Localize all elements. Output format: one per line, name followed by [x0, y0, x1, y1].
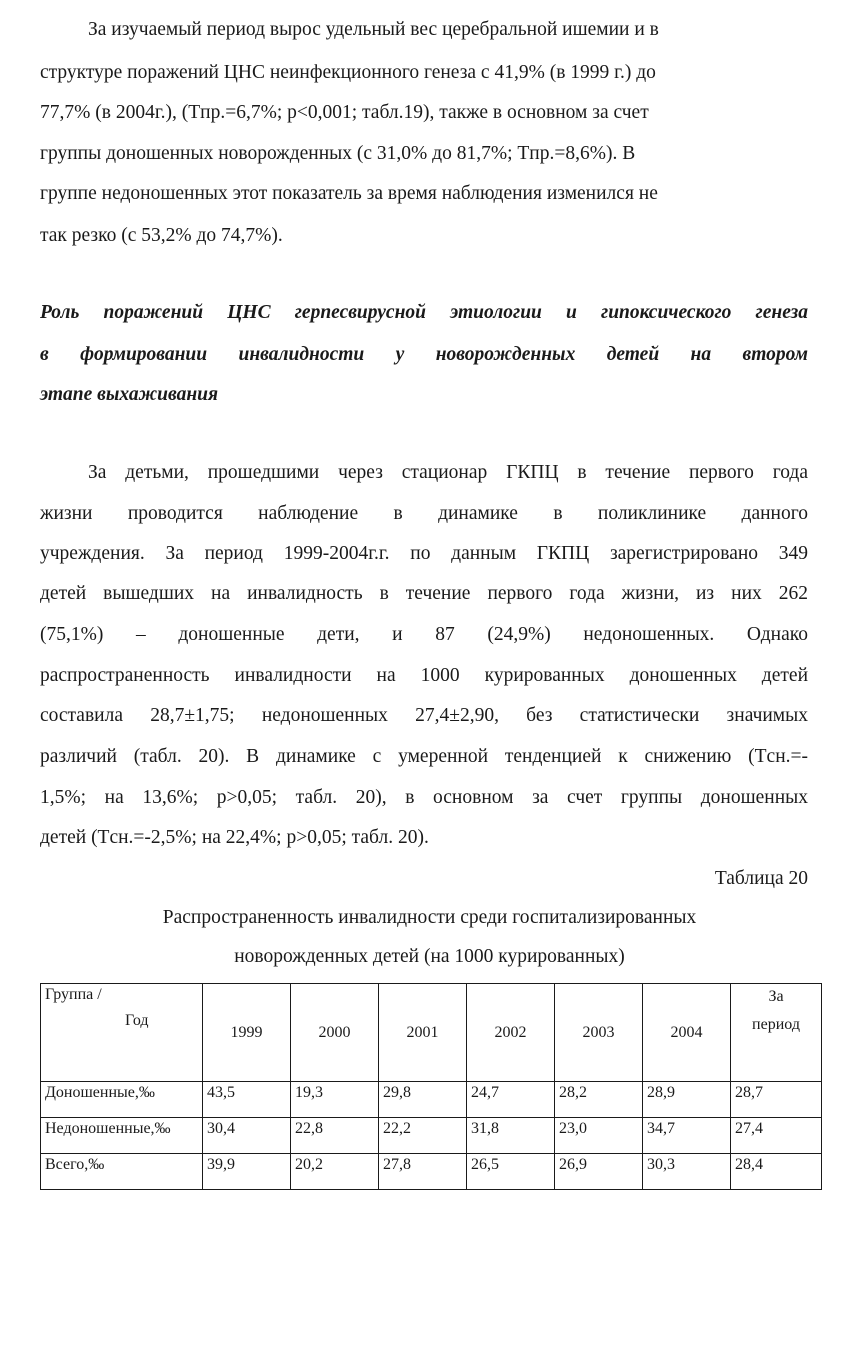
table-cell: 31,8 [467, 1118, 555, 1154]
table-title: Распространенность инвалидности среди госпитализированных [162, 907, 697, 928]
table-cell: 28,4 [731, 1154, 822, 1190]
heading-line: Роль поражений ЦНС герпесвирусной этиологии и гипоксического генеза [40, 302, 808, 323]
table-row [41, 1154, 822, 1190]
paragraph-line: группы доношенных новорожденных (с 31,0% до 81,7%; Tпр.=8,6%). В [40, 143, 636, 164]
paragraph-line: составила 28,7±1,75; недоношенных 27,4±2,90, без статистически значимых [40, 705, 808, 726]
table-row [41, 1082, 822, 1118]
heading-line: этапе выхаживания [40, 384, 219, 405]
year-header: 2000 [291, 984, 379, 1082]
paragraph-line: структуре поражений ЦНС неинфекционного генеза с 41,9% (в 1999 г.) до [40, 62, 656, 83]
paragraph-line: 1,5%; на 13,6%; p>0,05; табл. 20), в основном за счет группы доношенных [40, 787, 808, 808]
row-label: Недоношенные,‰ [41, 1118, 203, 1154]
table-cell: 29,8 [379, 1082, 467, 1118]
table-title: новорожденных детей (на 1000 курированных) [234, 946, 625, 967]
year-header: 2002 [467, 984, 555, 1082]
period-header-line: период [752, 1016, 800, 1033]
paragraph-line: различий (табл. 20). В динамике с умеренной тенденцией к снижению (Tсн.=- [40, 746, 808, 767]
year-header: 2001 [379, 984, 467, 1082]
table-cell: 19,3 [291, 1082, 379, 1118]
table-cell: 23,0 [555, 1118, 643, 1154]
year-header-label: Год [125, 1012, 149, 1029]
paragraph-line: За изучаемый период вырос удельный вес церебральной ишемии и в [88, 19, 659, 40]
year-header: 2004 [643, 984, 731, 1082]
table-cell: 28,2 [555, 1082, 643, 1118]
period-header-line: За [768, 988, 784, 1005]
row-label: Всего,‰ [41, 1154, 203, 1190]
paragraph-line: детей вышедших на инвалидность в течение первого года жизни, из них 262 [40, 583, 808, 604]
table-cell: 24,7 [467, 1082, 555, 1118]
table-number: Таблица 20 [714, 868, 808, 889]
table-cell: 28,9 [643, 1082, 731, 1118]
table-cell: 22,2 [379, 1118, 467, 1154]
table-cell: 30,3 [643, 1154, 731, 1190]
paragraph-line: (75,1%) – доношенные дети, и 87 (24,9%) недоношенных. Однако [40, 624, 808, 645]
table-cell: 27,8 [379, 1154, 467, 1190]
table-cell: 43,5 [203, 1082, 291, 1118]
paragraph-line: распространенность инвалидности на 1000 курированных доношенных детей [40, 665, 808, 686]
table-cell: 28,7 [731, 1082, 822, 1118]
paragraph-line: учреждения. За период 1999-2004г.г. по данным ГКПЦ зарегистрировано 349 [40, 543, 808, 564]
paragraph-line: группе недоношенных этот показатель за время наблюдения изменился не [40, 183, 658, 204]
table-cell: 22,8 [291, 1118, 379, 1154]
table-header-row [41, 984, 822, 1082]
table-row [41, 1118, 822, 1154]
disability-table [40, 983, 822, 1190]
table-cell: 39,9 [203, 1154, 291, 1190]
paragraph-line: так резко (с 53,2% до 74,7%). [40, 225, 283, 246]
year-header: 2003 [555, 984, 643, 1082]
paragraph-line: 77,7% (в 2004г.), (Tпр.=6,7%; p<0,001; табл.19), также в основном за счет [40, 102, 649, 123]
group-header-label: Группа / [45, 986, 102, 1003]
table-cell: 30,4 [203, 1118, 291, 1154]
table-cell: 27,4 [731, 1118, 822, 1154]
table-cell: 26,5 [467, 1154, 555, 1190]
group-year-header [41, 984, 203, 1082]
table-cell: 20,2 [291, 1154, 379, 1190]
year-header: 1999 [203, 984, 291, 1082]
row-label: Доношенные,‰ [41, 1082, 203, 1118]
period-header [731, 984, 822, 1082]
paragraph-line: жизни проводится наблюдение в динамике в поликлинике данного [40, 503, 808, 524]
table-cell: 34,7 [643, 1118, 731, 1154]
paragraph-line: детей (Tсн.=-2,5%; на 22,4%; p>0,05; табл. 20). [40, 827, 429, 848]
heading-line: в формировании инвалидности у новорожденных детей на втором [40, 344, 808, 365]
table-cell: 26,9 [555, 1154, 643, 1190]
paragraph-line: За детьми, прошедшими через стационар ГКПЦ в течение первого года [88, 462, 808, 483]
